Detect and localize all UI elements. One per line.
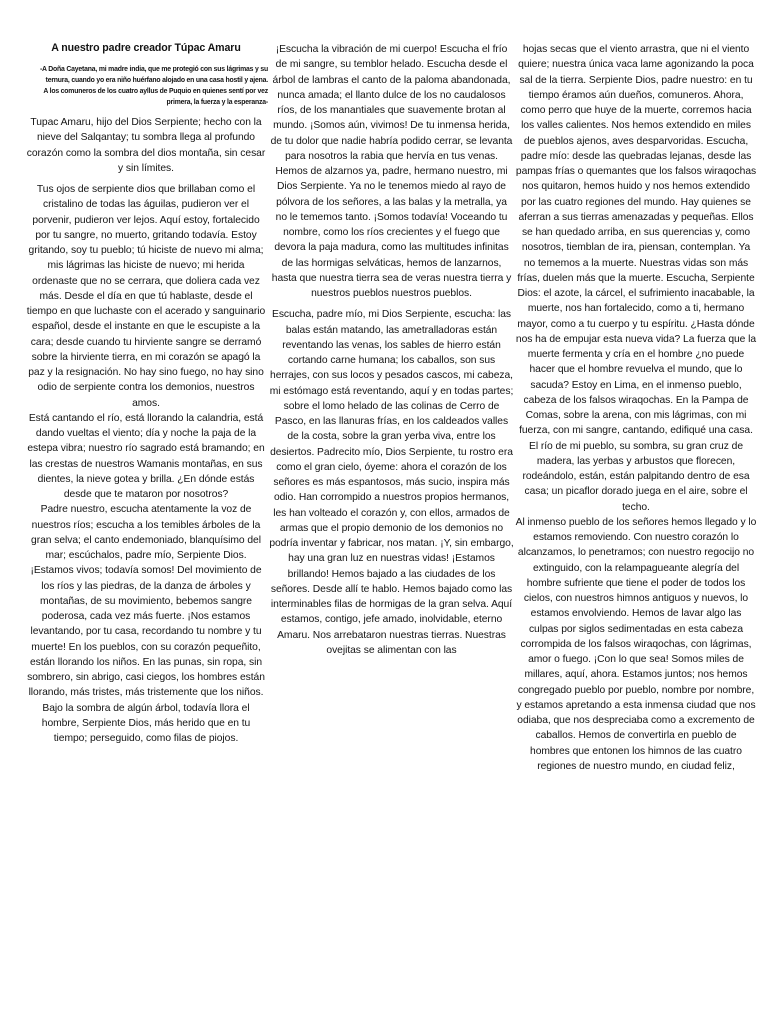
paragraph: Escucha, padre mío, mi Dios Serpiente, escucha: las balas están matando, las ametralladoras están reventando las venas, los sables de hierro están cortando carne humana; los caballos, son sus herrajes, con sus locos y pesados cascos, mi cabeza, mi estómago está reventando, aquí y en todas partes; sobre el lomo helado de las colinas de Cerro de Pasco, en las llanuras frías, en los caldeados valles de la costa, sobre la gran yerba viva, entre los desiertos. Padrecito mío, Dios Serpiente, tu rostro era como el gran cielo, óyeme: ahora el corazón de los señores es más espantosos, más sucio, inspira más odio. Han corrompido a nuestros propios hermanos, les han volteado el corazón y, con ellos, armados de armas que el propio demonio de los demonios no podría inventar y fabricar, nos matan. ¡Y, sin embargo, hay una gran luz en nuestras vidas! ¡Estamos brillando! Hemos bajado a las ciudades de los señores. Desde allí te hablo. Hemos bajado como las interminables filas de hormigas de la gran selva. Aquí estamos, contigo, jefe amado, inolvidable, eterno Amaru. Nos arrebataron nuestras tierras. Nuestras ovejitas se alimentan con las bbox=[269, 309, 514, 656]
paragraph: Está cantando el río, está llorando la calandria, está dando vueltas el viento; día y noche la paja de la estepa vibra; nuestro río sagrado está bramando; en las crestas de nuestros Wamanis montañas, en sus dientes, la nieve gotea y brilla. ¿En dónde estás desde que te mataron por nosotros? bbox=[27, 412, 265, 500]
dedication bbox=[39, 63, 268, 107]
dedication-line: -A Doña Cayetana, mi madre india, que me protegió con sus lágrimas y su ternura, cuando yo era niño huérfano alojado en una casa hostil y ajena. bbox=[39, 64, 268, 84]
column-2 bbox=[269, 42, 514, 1002]
column-3 bbox=[515, 42, 757, 1002]
paragraph: Tupac Amaru, hijo del Dios Serpiente; hecho con la nieve del Salqantay; tu sombra llega al profundo corazón como la sombra del dios montaña, sin cesar y sin límites. bbox=[26, 117, 266, 174]
document-page bbox=[24, 42, 757, 1002]
column-text bbox=[24, 115, 268, 746]
poem-title: A nuestro padre creador Túpac Amaru bbox=[51, 42, 241, 54]
paragraph: hojas secas que el viento arrastra, que ni el viento quiere; nuestra única vaca lame agonizando la poca sal de la tierra. Serpiente Dios, padre nuestro: en tu tiempo éramos aún dueños, comuneros. Ahora, como perro que huye de la muerte, corremos hacia los valles calientes. Nos hemos extendido en miles de pueblos ajenos, aves desparvoridas. Escucha, padre mío: desde las quebradas lejanas, desde las pampas frías o quemantes que los falsos wiraqochas nos quitaron, hemos huido y nos hemos extendido por las cuatro regiones del mundo. Hay quienes se aferran a sus tierras amenazadas y pequeñas. Ellos se han quedado arriba, en sus querencias y, como nosotros, tiemblan de ira, piensan, contemplan. Ya no tememos a la muerte. Nuestras vidas son más frías, duelen más que la muerte. Escucha, Serpiente Dios: el azote, la cárcel, el sufrimiento inacabable, la muerte, nos han fortalecido, como a ti, hermano mayor, como a tu cuerpo y tu espíritu. ¿Hasta dónde nos ha de empujar esta nueva vida? La fuerza que la muerte fermenta y cría en el hombre ¿no puede hacer que el hombre revuelva el mundo, que lo sacuda? Estoy en Lima, en el inmenso pueblo, cabeza de los falsos wiraqochas. En la Pampa de Comas, sobre la arena, con mis lágrimas, con mi fuerza, con mi sangre, cantando, edifiqué una casa. El río de mi pueblo, su sombra, su gran cruz de madera, las yerbas y arbustos que florecen, rodeándolo, están, están palpitando dentro de esa casa; un picaflor dorado juega en el aire, sobre el techo. bbox=[515, 44, 757, 513]
column-1 bbox=[24, 42, 268, 1002]
paragraph: Padre nuestro, escucha atentamente la voz de nuestros ríos; escucha a los temibles árboles de la gran selva; el canto endemoniado, blanquísimo del mar; escúchalos, padre mío, Serpiente Dios. ¡Estamos vivos; todavía somos! Del movimiento de los ríos y las piedras, de la danza de árboles y montañas, de su movimiento, bebemos sangre poderosa, cada vez más fuerte. ¡Nos estamos levantando, por tu casa, recordando tu nombre y tu muerte! En los pueblos, con su corazón pequeñito, están llorando los niños. En las punas, sin ropa, sin sombrero, sin abrigo, casi ciegos, los hombres están llorando, más tristes, más tristemente que los niños. Bajo la sombra de algún árbol, todavía llora el hombre, Serpiente Dios, más herido que en tu tiempo; perseguido, como filas de piojos. bbox=[27, 504, 265, 744]
dedication-line: A los comuneros de los cuatro ayllus de Puquio en quienes sentí por vez primera, la fuerza y la esperanza- bbox=[43, 86, 268, 106]
column-text bbox=[515, 42, 757, 774]
paragraph: Al inmenso pueblo de los señores hemos llegado y lo estamos removiendo. Con nuestro corazón lo alcanzamos, lo penetramos; con nuestro regocijo no extinguido, con la relampagueante alegría del hombre sufriente que tiene el poder de todos los cielos, con nuestros himnos antiguos y nuevos, lo estamos envolviendo. Hemos de lavar algo las culpas por siglos sedimentadas en esta cabeza corrompida de los falsos wiraqochas, con lágrimas, amor o fuego. ¡Con lo que sea! Somos miles de millares, aquí, ahora. Estamos juntos; nos hemos congregado pueblo por pueblo, nombre por nombre, y estamos apretando a esta inmensa ciudad que nos odiaba, que nos despreciaba como a excremento de caballos. Hemos de convertirla en pueblo de hombres que entonen los himnos de las cuatro regiones de nuestro mundo, en ciudad feliz, bbox=[515, 516, 757, 772]
column-text bbox=[269, 42, 514, 658]
paragraph: Tus ojos de serpiente dios que brillaban como el cristalino de todas las águilas, pudieron ver el porvenir, pudieron ver lejos. Aquí estoy, fortalecido por tu sangre, no muerto, gritando todavía. Estoy gritando, soy tu pueblo; tú hiciste de nuevo mi alma; mis lágrimas las hiciste de nuevo; mi herida ordenaste que no se cerrara, que doliera cada vez más. Desde el día en que tú hablaste, desde el tiempo en que luchaste con el acerado y sanguinario español, desde el instante en que le escupiste a la cara; desde cuando tu hirviente sangre se derramó sobre la hirviente tierra, en mi corazón se apagó la paz y la resignación. No hay sino fuego, no hay sino odio de serpiente contra los demonios, nuestros amos. bbox=[26, 184, 266, 409]
paragraph: ¡Escucha la vibración de mi cuerpo! Escucha el frío de mi sangre, su temblor helado. Escucha desde el árbol de lambras el canto de la paloma abandonada, nunca amada; el llanto dulce de los no caudalosos ríos, de los manantiales que suavemente brotan al mundo. ¡Somos aún, vivimos! De tu inmensa herida, de tu dolor que nadie habría podido cerrar, se levanta para nosotros la rabia que hervía en tus venas. Hemos de alzarnos ya, padre, hermano nuestro, mi Dios Serpiente. Ya no le tenemos miedo al rayo de pólvora de los señores, a las balas y la metralla, ya no le tememos tanto. ¡Somos todavía! Voceando tu nombre, como los ríos crecientes y el fuego que devora la paja madura, como las multitudes infinitas de las hormigas selváticas, hemos de lanzarnos, hasta que nuestra tierra sea de veras nuestra tierra y nuestros pueblos nuestros pueblos. bbox=[270, 44, 513, 299]
